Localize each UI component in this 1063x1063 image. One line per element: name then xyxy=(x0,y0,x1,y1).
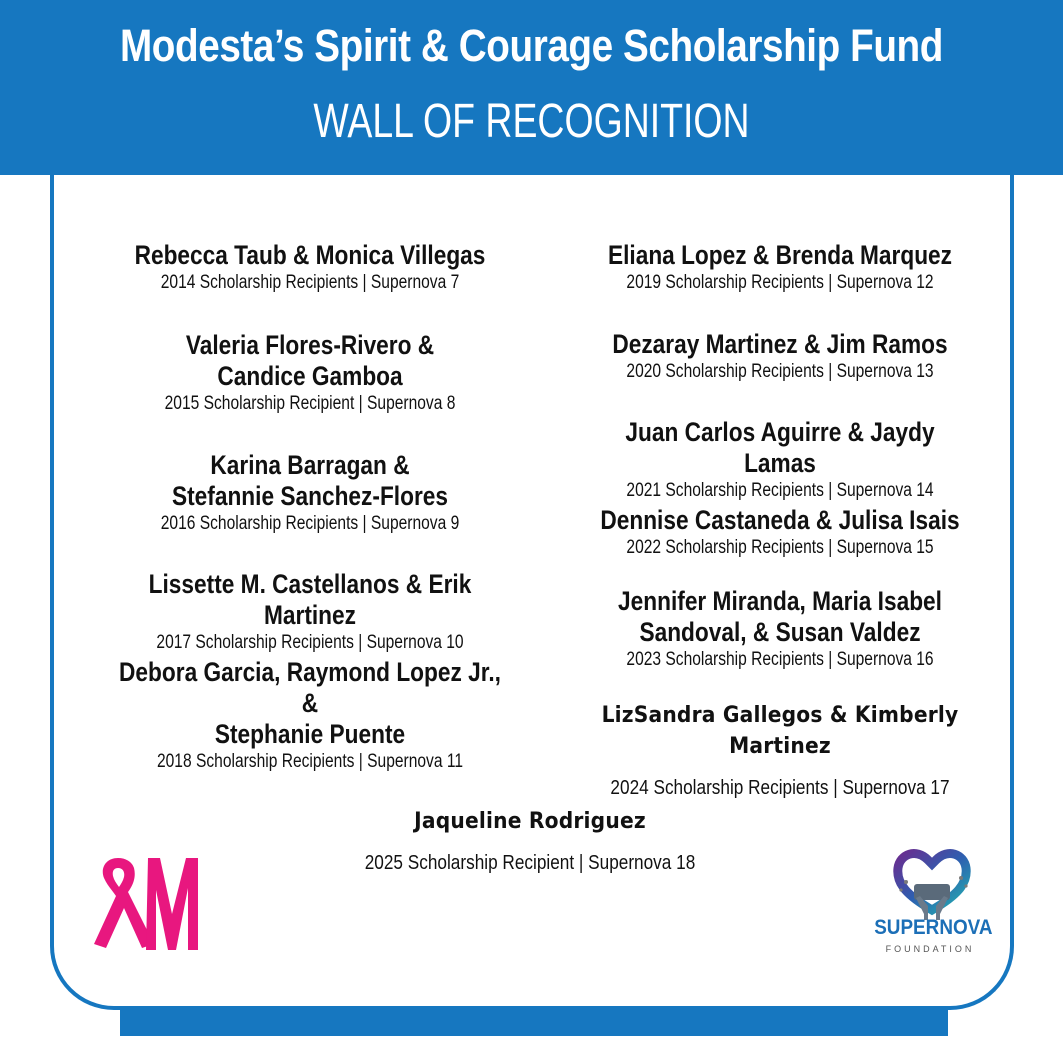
recipient-detail: 2018 Scholarship Recipients | Supernova 11 xyxy=(156,751,464,772)
recipient-detail: 2021 Scholarship Recipients | Supernova 14 xyxy=(626,480,934,501)
recipient-entry xyxy=(560,505,1000,560)
recipient-entry xyxy=(560,417,1000,503)
recipient-entry xyxy=(560,700,1000,800)
recipient-detail: 2025 Scholarship Recipient | Supernova 18 xyxy=(364,852,696,874)
recipient-names: Eliana Lopez & Brenda Marquez xyxy=(607,240,953,270)
recipient-detail: 2019 Scholarship Recipients | Supernova 12 xyxy=(626,272,934,293)
recipient-names: Karina Barragan & Stefannie Sanchez-Flores xyxy=(171,450,449,511)
supernova-logo-subtext: FOUNDATION xyxy=(885,944,975,954)
page-subtitle: WALL OF RECOGNITION xyxy=(313,95,750,148)
recipient-entry xyxy=(560,586,1000,672)
recipient-names: Dennise Castaneda & Julisa Isais xyxy=(600,505,960,535)
page-title: Modesta’s Spirit & Courage Scholarship Fund xyxy=(120,20,943,71)
recipient-names: Jaqueline Rodriguez xyxy=(414,809,646,834)
supernova-logo-text: SUPERNOVA xyxy=(874,916,993,939)
recipient-detail: 2023 Scholarship Recipients | Supernova 16 xyxy=(626,649,934,670)
recipient-detail: 2014 Scholarship Recipients | Supernova 7 xyxy=(160,272,460,293)
recipient-detail: 2022 Scholarship Recipients | Supernova 15 xyxy=(626,537,934,558)
recipient-detail: 2024 Scholarship Recipients | Supernova 17 xyxy=(610,777,950,799)
recipient-names: Rebecca Taub & Monica Villegas xyxy=(134,240,486,270)
recipient-names: Dezaray Martinez & Jim Ramos xyxy=(612,329,948,359)
modesta-ribbon-m-logo-icon xyxy=(88,852,204,956)
bottom-bar xyxy=(120,1006,948,1036)
recipient-entry xyxy=(300,806,760,875)
recipient-detail: 2020 Scholarship Recipients | Supernova 13 xyxy=(626,361,934,382)
recipient-names: Lissette M. Castellanos & Erik Martinez xyxy=(148,569,472,630)
recipient-entry xyxy=(560,329,1000,384)
recipient-names: Jennifer Miranda, Maria Isabel Sandoval, & Susan Valdez xyxy=(618,586,942,647)
recipient-names: Debora Garcia, Raymond Lopez Jr., & Stephanie Puente xyxy=(119,657,501,749)
recipient-entry xyxy=(560,240,1000,295)
recipient-names: Valeria Flores-Rivero & Candice Gamboa xyxy=(185,330,435,391)
recipient-entry xyxy=(80,657,540,774)
recipient-entry xyxy=(80,569,540,655)
recipient-names: LizSandra Gallegos & Kimberly Martinez xyxy=(601,703,959,759)
recipient-entry xyxy=(80,240,540,295)
recipient-entry xyxy=(80,450,540,536)
recipient-detail: 2017 Scholarship Recipients | Supernova 10 xyxy=(156,632,464,653)
recipient-names: Juan Carlos Aguirre & Jaydy Lamas xyxy=(625,417,935,478)
recipient-entry xyxy=(80,330,540,416)
recipient-detail: 2015 Scholarship Recipient | Supernova 8 xyxy=(164,393,456,414)
recipient-detail: 2016 Scholarship Recipients | Supernova 9 xyxy=(160,513,460,534)
header-banner xyxy=(0,0,1063,175)
